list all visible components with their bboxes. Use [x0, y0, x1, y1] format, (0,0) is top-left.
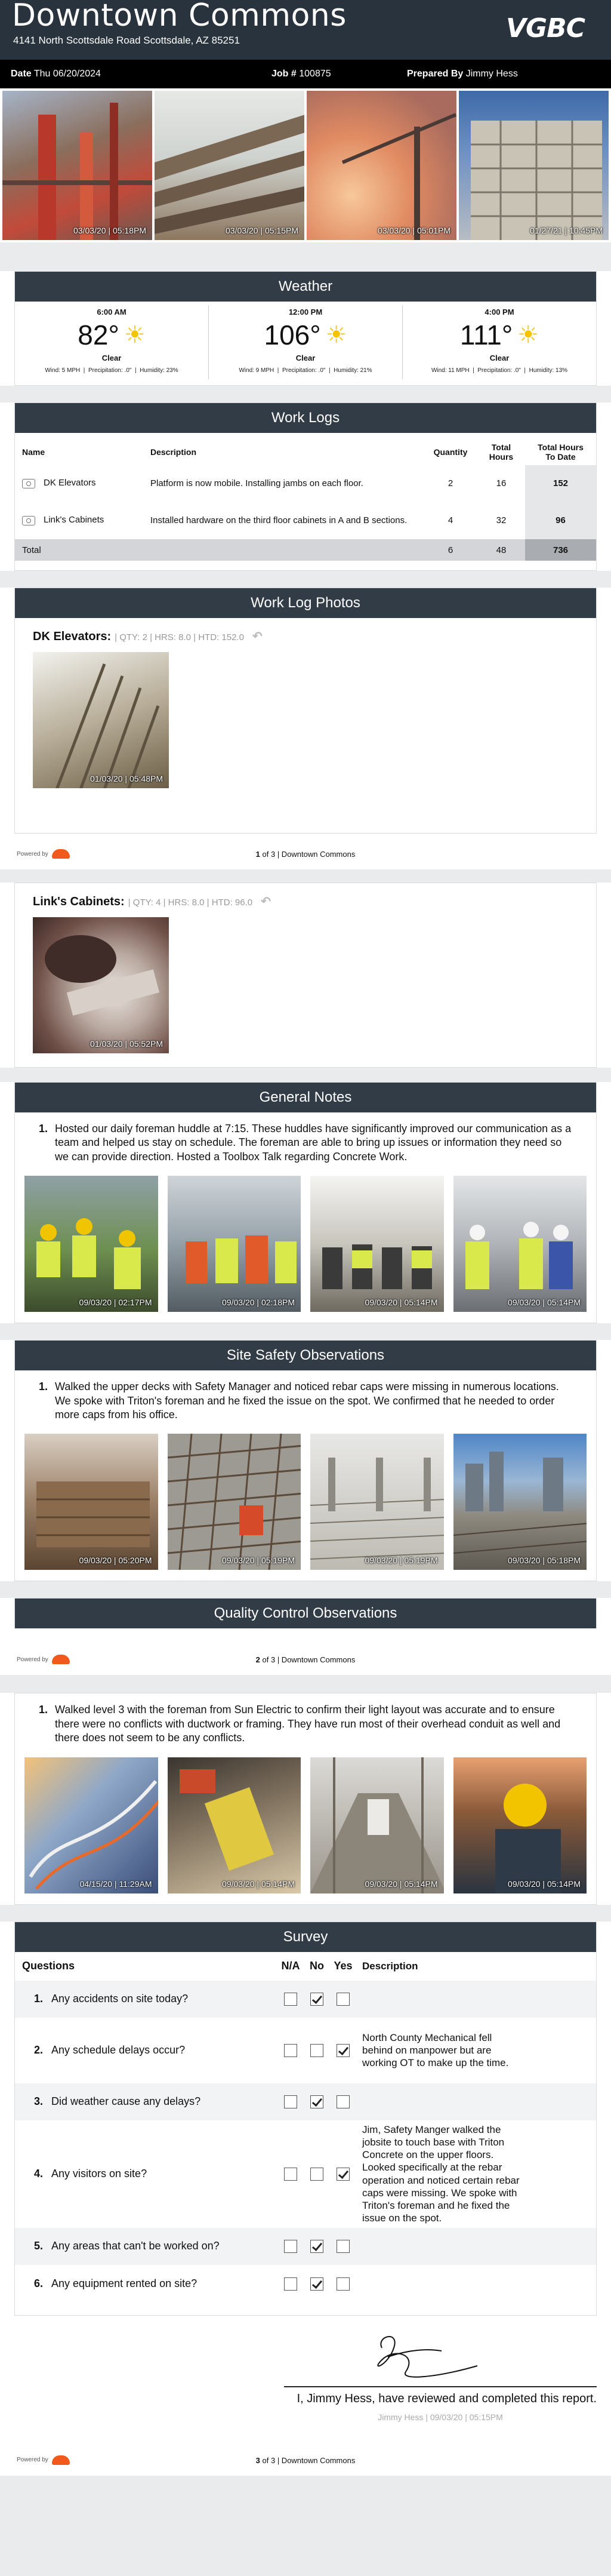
photo-timestamp: 09/03/20 | 05:20PM [79, 1556, 152, 1566]
photo-timestamp: 03/03/20 | 05:01PM [378, 226, 450, 235]
yes-checkbox[interactable] [337, 2240, 350, 2253]
log-description: Platform is now mobile. Installing jambs on each floor. [150, 478, 363, 488]
na-checkbox[interactable] [284, 2168, 297, 2181]
info-bar [0, 60, 611, 88]
weather-details: Wind: 9 MPH | Precipitation: .0" | Humidity: 21% [239, 367, 372, 374]
weather-slots [15, 302, 596, 385]
general-notes-heading: General Notes [15, 1083, 596, 1112]
weather-slot [15, 305, 209, 379]
photo-timestamp: 09/03/20 | 05:14PM [508, 1298, 581, 1308]
survey-description: North County Mechanical fell behind on manpower but are working OT to make up the time. [362, 2031, 509, 2069]
photo-art [168, 1434, 301, 1570]
safety-photo[interactable] [453, 1434, 587, 1570]
photo-timestamp: 09/03/20 | 02:17PM [79, 1298, 152, 1308]
photo-art [33, 652, 169, 788]
survey-row [15, 2018, 596, 2083]
safety-photo[interactable] [168, 1434, 301, 1570]
col-hours-to-date: Total Hours To Date [538, 442, 584, 462]
site-photo[interactable] [155, 91, 304, 240]
survey-row [15, 2120, 596, 2228]
total-label: Total [22, 545, 41, 555]
survey-question: 5. Any areas that can't be worked on? [34, 2240, 220, 2252]
log-hours-to-date: 152 [525, 465, 596, 501]
note-photo[interactable] [453, 1176, 587, 1312]
safety-photo[interactable] [310, 1434, 444, 1570]
signature-stamp: Jimmy Hess | 09/03/20 | 05:15PM [378, 2412, 503, 2422]
quality-control-section [14, 1598, 597, 1628]
note-photos [15, 1170, 596, 1323]
photo-timestamp: 09/03/20 | 05:14PM [365, 1879, 438, 1889]
sun-icon: ☀ [325, 322, 347, 348]
survey-row [15, 2265, 596, 2303]
survey-question: 3. Did weather cause any delays? [34, 2095, 201, 2108]
page-number: 1 of 3 | Downtown Commons [255, 850, 356, 859]
quality-control-content [14, 1693, 597, 1904]
photo-timestamp: 03/03/20 | 05:15PM [226, 226, 298, 235]
photo-art [459, 91, 609, 240]
photo-art [453, 1434, 587, 1570]
site-photo[interactable] [2, 91, 152, 240]
note-photo[interactable] [24, 1176, 158, 1312]
report-date: Date Thu 06/20/2024 [11, 69, 101, 79]
sun-icon: ☀ [124, 322, 146, 348]
photo-art [24, 1757, 158, 1893]
work-log-photos-section-cont [14, 883, 597, 1068]
weather-details: Wind: 5 MPH | Precipitation: .0" | Humidity: 23% [45, 367, 178, 374]
page-number: 2 of 3 | Downtown Commons [255, 1655, 356, 1665]
work-logs-header-row [15, 439, 596, 465]
note-text: Hosted our daily foreman huddle at 7:15. These huddles have significantly improved our communication as a team and helped us stay on schedule. The foreman are able to bring up issues or information they need so we can provide direction. Hosted a Toolbox Talk regarding Concrete Work. [55, 1123, 572, 1163]
photo-timestamp: 09/03/20 | 05:14PM [222, 1879, 295, 1889]
quality-photos [15, 1751, 596, 1904]
total-hours: 48 [496, 545, 507, 555]
photo-art [24, 1176, 158, 1312]
camera-icon[interactable] [22, 479, 35, 488]
note-item: 1. Walked the upper decks with Safety Manager and noticed rebar caps were missing in numerous locations. We spoke with Triton's foreman and he fixed the issue on the spot. We confirmed that he needed to order more caps from his office. [15, 1370, 596, 1428]
yes-checkbox[interactable] [337, 1993, 350, 2006]
photo-art [33, 917, 169, 1053]
col-quantity: Quantity [433, 447, 468, 457]
survey-row [15, 1981, 596, 2018]
powered-by: Powered by [17, 1655, 70, 1664]
photo-timestamp: 01/03/20 | 05:48PM [90, 774, 163, 783]
work-log-photos-section [14, 588, 597, 834]
photo-art [310, 1434, 444, 1570]
no-checkbox[interactable] [310, 2168, 323, 2181]
quality-photo[interactable] [168, 1757, 301, 1893]
survey-question: 1. Any accidents on site today? [34, 1993, 189, 2005]
weather-time: 6:00 AM [97, 308, 126, 316]
survey-header-row [15, 1952, 596, 1981]
yes-checkbox[interactable] [337, 2095, 350, 2108]
log-quantity: 4 [448, 515, 453, 525]
photo-timestamp: 01/03/20 | 05:52PM [90, 1039, 163, 1049]
col-description: Description [150, 447, 197, 457]
weather-section [14, 271, 597, 386]
na-checkbox[interactable] [284, 2095, 297, 2108]
yes-checkbox[interactable] [337, 2277, 350, 2291]
log-hours-to-date: 96 [525, 501, 596, 539]
safety-photo[interactable] [24, 1434, 158, 1570]
log-name: DK Elevators [44, 478, 96, 488]
powered-by: Powered by [17, 2455, 70, 2465]
photo-timestamp: 09/03/20 | 05:19PM [222, 1556, 295, 1566]
safety-photos [15, 1428, 596, 1581]
photo-timestamp: 09/03/20 | 05:19PM [365, 1556, 438, 1566]
weather-temp: 106° ☀ [264, 319, 347, 351]
weather-slot [209, 305, 403, 379]
survey-description: Jim, Safety Manger walked the jobsite to touch base with Triton Concrete on the upper floors. Looked specifically at the rebar operation and noticed certain rebar caps were missing. We spoke with Triton's foreman and he fixed the issue on the spot. [362, 2123, 520, 2224]
work-log-photos-heading: Work Log Photos [15, 588, 596, 618]
col-no: No [310, 1960, 324, 1972]
site-photo[interactable] [459, 91, 609, 240]
photo-timestamp: 01/27/21 | 10:45PM [530, 226, 603, 235]
log-hours: 16 [496, 478, 507, 488]
photo-art [310, 1757, 444, 1893]
project-title: Downtown Commons [12, 0, 347, 33]
signature-statement: I, Jimmy Hess, have reviewed and completed this report. [297, 2391, 597, 2405]
weather-condition: Clear [101, 353, 122, 362]
log-hours: 32 [496, 515, 507, 525]
log-photo[interactable] [33, 917, 169, 1053]
photo-art [168, 1176, 301, 1312]
work-logs-heading: Work Logs [15, 403, 596, 433]
page-number: 3 of 3 | Downtown Commons [255, 2455, 356, 2465]
weather-temp: 82° ☀ [78, 319, 146, 351]
photo-art [453, 1176, 587, 1312]
photo-timestamp: 09/03/20 | 05:18PM [508, 1556, 581, 1566]
note-item: 1. Hosted our daily foreman huddle at 7:15. These huddles have significantly improved our communication as a team and helped us stay on schedule. The foreman are able to bring up issues or information they need so we can provide direction. Hosted a Toolbox Talk regarding Concrete Work. [15, 1112, 596, 1170]
quality-photo[interactable] [24, 1757, 158, 1893]
log-name: Link's Cabinets [44, 515, 104, 525]
weather-temp: 111° ☀ [459, 319, 539, 351]
no-checkbox[interactable] [310, 2044, 323, 2057]
survey-question: 6. Any equipment rented on site? [34, 2277, 198, 2290]
page-footer-3 [0, 2429, 611, 2476]
col-questions: Questions [22, 1960, 75, 1972]
table-row [15, 501, 596, 539]
yes-checkbox[interactable] [337, 2044, 350, 2057]
site-photo[interactable] [307, 91, 456, 240]
no-checkbox[interactable] [310, 2240, 323, 2253]
quality-control-heading: Quality Control Observations [15, 1599, 596, 1628]
quality-photo[interactable] [453, 1757, 587, 1893]
site-safety-section [14, 1340, 597, 1581]
na-checkbox[interactable] [284, 1993, 297, 2006]
log-photo-group [15, 883, 596, 1059]
weather-time: 4:00 PM [485, 308, 514, 316]
no-checkbox[interactable] [310, 2277, 323, 2291]
report-header [0, 0, 611, 60]
photo-timestamp: 09/03/20 | 02:18PM [222, 1298, 295, 1308]
photo-art [168, 1757, 301, 1893]
log-photo-group-title: DK Elevators: | QTY: 2 | HRS: 8.0 | HTD: 152.0 ↶ [33, 630, 263, 643]
note-photo[interactable] [168, 1176, 301, 1312]
survey-section [14, 1922, 597, 2316]
col-total-hours: Total Hours [489, 442, 514, 462]
yes-checkbox[interactable] [337, 2168, 350, 2181]
camera-icon[interactable] [22, 516, 35, 525]
log-photo-group [15, 618, 596, 794]
work-logs-table [15, 439, 596, 561]
site-safety-heading: Site Safety Observations [15, 1341, 596, 1370]
survey-question: 2. Any schedule delays occur? [34, 2044, 186, 2057]
sun-icon: ☀ [517, 322, 539, 348]
survey-row [15, 2083, 596, 2120]
weather-condition: Clear [489, 353, 510, 362]
work-logs-section [14, 402, 597, 571]
note-text: Walked level 3 with the foreman from Sun Electric to confirm their light layout was accurate and to ensure there were no conflicts with ductwork or framing. They have run most of their overhead conduit as well and there does not seem to be any conflicts. [55, 1704, 561, 1744]
photo-timestamp: 03/03/20 | 05:18PM [73, 226, 146, 235]
survey-question: 4. Any visitors on site? [34, 2168, 147, 2180]
prepared-by: Prepared By Jimmy Hess [407, 69, 518, 79]
log-photo-group-title: Link's Cabinets: | QTY: 4 | HRS: 8.0 | HTD: 96.0 ↶ [33, 895, 271, 908]
page-footer-2 [0, 1628, 611, 1675]
signature-image [364, 2324, 483, 2390]
photo-art [307, 91, 456, 240]
weather-time: 12:00 PM [288, 308, 323, 316]
general-notes-section [14, 1082, 597, 1323]
reply-icon[interactable]: ↶ [261, 895, 271, 908]
na-checkbox[interactable] [284, 2277, 297, 2291]
no-checkbox[interactable] [310, 2095, 323, 2108]
log-quantity: 2 [448, 478, 453, 488]
photo-timestamp: 09/03/20 | 05:14PM [365, 1298, 438, 1308]
log-description: Installed hardware on the third floor cabinets in A and B sections. [150, 515, 408, 525]
photo-art [310, 1176, 444, 1312]
col-na: N/A [281, 1960, 300, 1972]
col-yes: Yes [334, 1960, 353, 1972]
weather-heading: Weather [15, 272, 596, 302]
page-footer-1 [0, 834, 611, 869]
na-checkbox[interactable] [284, 2240, 297, 2253]
na-checkbox[interactable] [284, 2044, 297, 2057]
no-checkbox[interactable] [310, 1993, 323, 2006]
project-address: 4141 North Scottsdale Road Scottsdale, AZ 85251 [13, 35, 240, 46]
reply-icon[interactable]: ↶ [252, 630, 263, 643]
total-hours-to-date: 736 [525, 539, 596, 561]
job-number: Job # 100875 [271, 69, 331, 79]
col-description: Description [362, 1960, 418, 1972]
table-row [15, 465, 596, 501]
powered-by: Powered by [17, 849, 70, 859]
quality-photo[interactable] [310, 1757, 444, 1893]
weather-condition: Clear [295, 353, 316, 362]
photo-art [155, 91, 304, 240]
signature-block [0, 2316, 611, 2429]
log-photo[interactable] [33, 652, 169, 788]
photo-art [453, 1757, 587, 1893]
weather-slot [403, 305, 596, 379]
survey-row [15, 2228, 596, 2265]
photo-art [2, 91, 152, 240]
photo-art [24, 1434, 158, 1570]
col-name: Name [22, 447, 45, 457]
total-row [15, 539, 596, 561]
note-item: 1. Walked level 3 with the foreman from Sun Electric to confirm their light layout was accurate and to ensure there were no conflicts with ductwork or framing. They have run most of their overhead conduit as well and there does not seem to be any conflicts. [15, 1693, 596, 1751]
weather-details: Wind: 11 MPH | Precipitation: .0" | Humidity: 13% [431, 367, 568, 374]
total-quantity: 6 [448, 545, 453, 555]
note-photo[interactable] [310, 1176, 444, 1312]
company-logo: VGBC [506, 13, 585, 44]
photo-timestamp: 09/03/20 | 05:14PM [508, 1879, 581, 1889]
photo-timestamp: 04/15/20 | 11:29AM [79, 1879, 152, 1889]
note-text: Walked the upper decks with Safety Manager and noticed rebar caps were missing in numerous locations. We spoke with Triton's foreman and he fixed the issue on the spot. We confirmed that he needed to order more caps from his office. [55, 1381, 559, 1421]
top-photo-strip [0, 88, 611, 242]
survey-heading: Survey [15, 1922, 596, 1952]
